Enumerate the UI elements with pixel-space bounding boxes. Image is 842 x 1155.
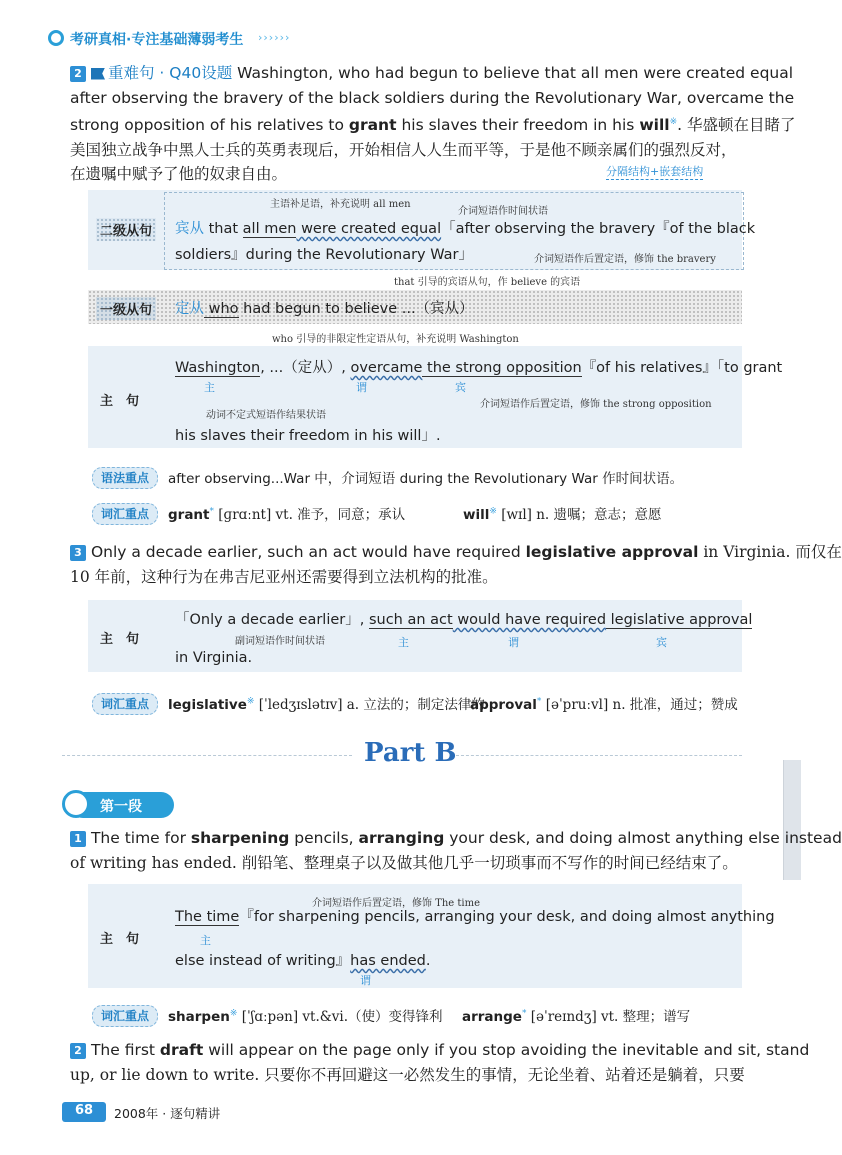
- level2-line2: soldiers』during the Revolutionary War」: [175, 247, 474, 263]
- vocab-definition: [wɪl] n. 遗嘱；意志；意愿: [496, 507, 662, 523]
- role-subject: 主: [204, 381, 215, 394]
- annotation: who 引导的非限定性定语从句，补充说明 Washington: [272, 334, 519, 345]
- key-word: will: [639, 116, 670, 135]
- level1-label: 一级从句: [96, 297, 156, 320]
- annotation: 介词短语作后置定语，修饰 The time: [312, 898, 481, 909]
- translation: 美国独立战争中黑人士兵的英勇表现后，开始相信人人生而平等，于是他不顾亲属们的强烈反对，: [70, 140, 737, 159]
- annotation: 介词短语作后置定语，修饰 the bravery: [534, 254, 716, 265]
- vocab-word: grant: [168, 507, 210, 523]
- vocab-word: approval: [470, 697, 537, 713]
- main-label: 主 句: [100, 932, 140, 947]
- main-object: the strong opposition: [422, 360, 582, 376]
- footer-title: 2008年 · 逐句精讲: [114, 1106, 221, 1121]
- main-subject: Washington: [175, 360, 261, 376]
- sentence-text: will appear on the page only if you stop avoiding the inevitable and sit, stand: [203, 1041, 810, 1059]
- clause-type: 定从: [175, 301, 204, 317]
- sentence-p2: [70, 1038, 810, 1087]
- grammar-pill: 语法重点: [92, 467, 158, 489]
- key-word: sharpening: [190, 829, 290, 847]
- key-word: draft: [159, 1041, 204, 1059]
- vocab-pill: 词汇重点: [92, 1005, 158, 1027]
- role-predicate: 谓: [360, 974, 371, 987]
- annotation: 介词短语作后置定语，修饰 the strong opposition: [480, 399, 712, 410]
- main-line2: his slaves their freedom in his will」.: [175, 428, 441, 444]
- main-subject: The time: [175, 909, 240, 925]
- page-edge: [783, 760, 801, 880]
- key-word: legislative approval: [525, 543, 699, 561]
- clause-text: had begun to believe ...（宾从）: [238, 301, 474, 317]
- part-title: Part B: [364, 738, 457, 768]
- vocab-entry: [168, 1005, 443, 1025]
- main-line1: [175, 905, 775, 926]
- translation: 在遗嘱中赋予了他的奴隶自由。: [70, 165, 288, 184]
- sentence-text: The first: [90, 1041, 160, 1059]
- role-object: 宾: [656, 636, 667, 649]
- grammar-note: after observing...War 中，介词短语 during the Revolutionary War 作时间状语。: [168, 471, 684, 487]
- vocab-word: sharpen: [168, 1009, 230, 1025]
- frequency-mark: ※: [669, 117, 678, 127]
- main-predicate: overcame: [350, 360, 423, 376]
- clause-subject: who: [204, 301, 239, 317]
- flag-icon: [91, 68, 105, 80]
- role-predicate: 谓: [356, 381, 367, 394]
- main-subject: such an act: [368, 612, 453, 628]
- header-brand: 考研真相·专注基础薄弱考生: [70, 32, 244, 48]
- sentence-text: pencils,: [289, 829, 359, 847]
- annotation: 主语补足语，补充说明 all men: [270, 199, 411, 210]
- main-object: legislative approval: [606, 612, 753, 628]
- main-label: 主 句: [100, 394, 140, 409]
- main-line2: in Virginia.: [175, 650, 253, 666]
- sentence-text: Washington, who had begun to believe that all men were created equal: [237, 64, 794, 82]
- role-subject: 主: [398, 636, 409, 649]
- sentence-text: his slaves their freedom in his: [396, 116, 640, 135]
- vocab-definition: [ˈledʒɪslətɪv] a. 立法的；制定法律的: [254, 697, 485, 713]
- sentence-text: of writing has ended. 削铅笔、整理桌子以及做其他几乎一切琐事而不写作的时间已经结束了。: [70, 853, 738, 872]
- main-line1: [175, 608, 752, 629]
- frequency-mark: ※: [489, 506, 497, 517]
- sentence-number: 3: [70, 545, 86, 561]
- annotation: 副词短语作时间状语: [235, 636, 325, 647]
- sentence-text: your desk, and doing almost anything else instead: [444, 829, 842, 847]
- magnifier-icon: [48, 30, 64, 46]
- main-predicate: has ended: [350, 953, 426, 969]
- sentence-number: 1: [70, 831, 86, 847]
- main-line2: [175, 949, 430, 970]
- translation: . 华盛顿在目睹了: [677, 116, 796, 135]
- vocab-definition: [ˈʃɑːpən] vt.&vi.（使）变得锋利: [237, 1009, 443, 1025]
- vocab-definition: [əˈpruːvl] n. 批准，通过；赞成: [541, 697, 738, 713]
- annotation: that 引导的宾语从句，作 believe 的宾语: [394, 277, 581, 288]
- sentence-text: up, or lie down to write. 只要你不再回避这一必然发生的事情，无论坐着、站着还是躺着，只要: [70, 1065, 745, 1084]
- annotation: 介词短语作时间状语: [458, 206, 548, 217]
- vocab-pill: 词汇重点: [92, 693, 158, 715]
- vocab-entry: [168, 503, 405, 523]
- divider: [62, 755, 352, 756]
- vocab-entry: [470, 693, 738, 713]
- translation: in Virginia. 而仅在: [698, 543, 842, 561]
- main-text: 「Only a decade earlier」,: [175, 612, 369, 628]
- frequency-mark: ※: [229, 1008, 238, 1019]
- frequency-mark: *: [209, 506, 214, 517]
- vocab-definition: [əˈreɪndʒ] vt. 整理；谱写: [526, 1009, 691, 1025]
- frequency-mark: *: [536, 696, 542, 707]
- main-text: 『of his relatives』「to grant: [581, 360, 783, 376]
- translation: 10 年前，这种行为在弗吉尼亚州还需要得到立法机构的批准。: [70, 567, 498, 586]
- divider: [456, 755, 742, 756]
- sentence-number: 2: [70, 66, 86, 82]
- sentence-text: after observing the bravery of the black soldiers during the Revolutionary War, overcame the: [70, 88, 795, 107]
- header-arrows: ››››››: [258, 31, 291, 44]
- key-word: grant: [348, 116, 397, 135]
- sentence-text: The time for: [90, 829, 191, 847]
- sentence-text: strong opposition of his relatives to: [70, 116, 349, 135]
- main-line1: [175, 356, 782, 377]
- vocab-entry: [168, 693, 485, 713]
- clause-text: that: [204, 221, 243, 237]
- role-object: 宾: [455, 381, 466, 394]
- vocab-word: arrange: [462, 1009, 522, 1025]
- magnifier-icon: [62, 790, 90, 818]
- frequency-mark: *: [521, 1008, 527, 1019]
- sentence-text: Only a decade earlier, such an act would have required: [90, 543, 526, 561]
- main-label: 主 句: [100, 632, 140, 647]
- role-predicate: 谓: [508, 636, 519, 649]
- key-word: arranging: [358, 829, 445, 847]
- vocab-definition: [ɡrɑːnt] vt. 准予，同意；承认: [214, 507, 406, 523]
- clause-text: 「after observing the bravery『of the black: [441, 221, 756, 237]
- main-text: 『for sharpening pencils, arranging your desk, and doing almost anything: [239, 909, 775, 925]
- page-number: 68: [74, 1103, 94, 1118]
- annotation: 动词不定式短语作结果状语: [206, 410, 326, 421]
- role-subject: 主: [200, 934, 211, 947]
- vocab-entry: [463, 503, 662, 523]
- level2-line1: [175, 217, 755, 238]
- structure-label: 分隔结构+嵌套结构: [606, 165, 704, 178]
- vocab-pill: 词汇重点: [92, 503, 158, 525]
- frequency-mark: ※: [246, 696, 255, 707]
- vocab-word: legislative: [168, 697, 247, 713]
- vocab-entry: [462, 1005, 690, 1025]
- clause-subject: all men: [242, 221, 297, 237]
- sentence-3: [70, 540, 842, 589]
- section-title: 第一段: [100, 799, 142, 815]
- main-text: , ...（定从）,: [260, 360, 351, 376]
- level2-label: 二级从句: [96, 218, 156, 241]
- sentence-number: 2: [70, 1043, 86, 1059]
- main-text: else instead of writing』: [175, 953, 351, 969]
- clause-predicate: were created equal: [296, 221, 442, 237]
- clause-type: 宾从: [175, 221, 204, 237]
- difficulty-tag: 重难句 · Q40设题: [108, 64, 233, 82]
- vocab-word: will: [463, 507, 490, 523]
- level1-line: [175, 297, 474, 318]
- main-text: .: [425, 953, 431, 969]
- main-predicate: would have required: [452, 612, 607, 628]
- sentence-p1: [70, 826, 842, 875]
